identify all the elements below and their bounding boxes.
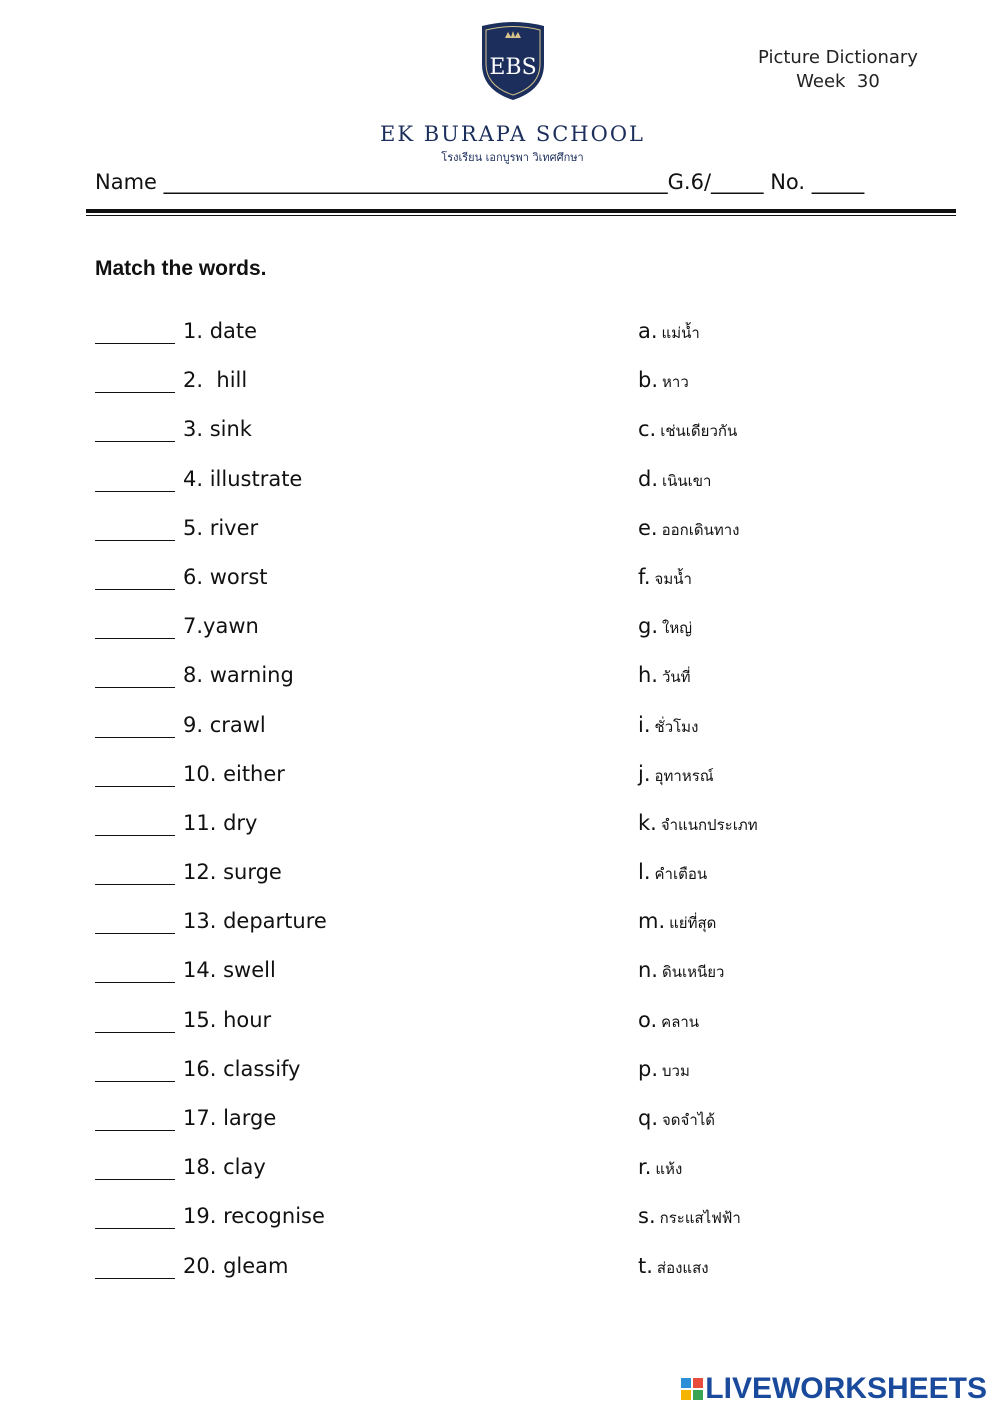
word-item: 18. clay — [183, 1155, 266, 1180]
answer-blank[interactable] — [95, 1210, 175, 1229]
word-item: 6. worst — [183, 564, 268, 589]
meaning-letter: a. — [638, 319, 658, 343]
meaning-thai: เนินเขา — [662, 471, 712, 490]
word-item: 13. departure — [183, 909, 327, 934]
word-item: 1. date — [183, 319, 258, 343]
match-row — [0, 710, 999, 759]
match-row — [0, 906, 999, 955]
meaning-letter: q. — [638, 1106, 659, 1130]
answer-blank[interactable] — [95, 571, 175, 590]
meaning-letter: k. — [638, 810, 657, 835]
word-item: 15. hour — [183, 1007, 272, 1032]
answer-blank[interactable] — [95, 817, 175, 836]
meaning-thai: แห้ง — [655, 1160, 683, 1179]
match-row — [0, 660, 999, 709]
answer-blank[interactable] — [95, 964, 175, 983]
meaning-thai: วันที่ — [662, 668, 691, 687]
answer-blank[interactable] — [95, 1161, 175, 1180]
match-row — [0, 611, 999, 660]
word-item: 8. warning — [183, 663, 294, 688]
word-item: 14. swell — [183, 958, 276, 983]
word-item: 20. gleam — [183, 1253, 289, 1278]
meaning-item — [638, 1201, 741, 1233]
word-item: 12. surge — [183, 860, 282, 885]
word-item: 3. sink — [183, 417, 252, 442]
meaning-item — [638, 906, 716, 938]
meaning-letter: o. — [638, 1007, 658, 1032]
meaning-item — [638, 1251, 709, 1283]
match-row — [0, 365, 999, 414]
match-row — [0, 1201, 999, 1250]
word-item: 5. river — [183, 515, 259, 540]
match-row — [0, 759, 999, 808]
meaning-item — [638, 365, 689, 397]
meaning-item — [638, 611, 692, 643]
meaning-letter: e. — [638, 515, 658, 540]
meaning-item — [638, 1054, 690, 1086]
meaning-thai: หาว — [662, 373, 689, 392]
meaning-item — [638, 1103, 715, 1135]
meaning-letter: b. — [638, 368, 659, 393]
meaning-letter: g. — [638, 614, 659, 639]
meaning-thai: ออกเดินทาง — [661, 520, 740, 539]
worksheet-title: Picture Dictionary — [758, 47, 918, 68]
match-row — [0, 562, 999, 611]
school-crest-icon — [478, 20, 548, 102]
meaning-thai: อุทาหรณ์ — [654, 766, 714, 785]
meaning-item — [638, 808, 758, 840]
meaning-thai: คลาน — [661, 1012, 700, 1031]
answer-blank[interactable] — [95, 522, 175, 541]
meaning-letter: s. — [638, 1204, 656, 1229]
answer-blank[interactable] — [95, 325, 175, 344]
meaning-thai: คำเตือน — [654, 865, 708, 884]
header-divider-thick — [86, 209, 956, 213]
match-row — [0, 316, 999, 365]
school-name-thai: โรงเรียน เอกบูรพา วิเทศศึกษา — [441, 151, 584, 164]
meaning-letter: f. — [638, 564, 651, 589]
logo-monogram: EBS — [489, 55, 537, 80]
match-row — [0, 857, 999, 906]
meaning-letter: p. — [638, 1056, 659, 1081]
meaning-letter: n. — [638, 958, 658, 983]
match-row — [0, 1054, 999, 1103]
meaning-letter: c. — [638, 417, 657, 442]
answer-blank[interactable] — [95, 620, 175, 639]
answer-blank[interactable] — [95, 423, 175, 442]
meaning-thai: จดจำได้ — [662, 1111, 716, 1129]
answer-blank[interactable] — [95, 374, 175, 393]
meaning-letter: t. — [638, 1253, 653, 1278]
meaning-letter: m. — [638, 909, 666, 934]
meaning-letter: r. — [638, 1155, 652, 1180]
word-item: 4. illustrate — [183, 466, 303, 491]
meaning-thai: จมน้ำ — [654, 569, 692, 588]
answer-blank[interactable] — [95, 1112, 175, 1131]
match-row — [0, 955, 999, 1004]
meaning-item — [638, 316, 700, 348]
meaning-thai: ดินเหนียว — [662, 963, 725, 982]
matching-list — [0, 316, 999, 1300]
match-row — [0, 1103, 999, 1152]
meaning-item — [638, 1005, 699, 1037]
meaning-thai: จำแนกประเภท — [660, 815, 758, 834]
meaning-thai: ใหญ่ — [662, 619, 693, 638]
match-row — [0, 1251, 999, 1300]
meaning-item — [638, 857, 707, 889]
word-item: 2. hill — [183, 368, 248, 393]
meaning-letter: d. — [638, 466, 659, 491]
meaning-item — [638, 562, 692, 594]
worksheet-week: Week 30 — [796, 71, 880, 92]
meaning-thai: ชั่วโมง — [654, 717, 699, 736]
meaning-item — [638, 513, 739, 545]
match-row — [0, 464, 999, 513]
school-name: EK BURAPA SCHOOL — [380, 122, 645, 146]
answer-blank[interactable] — [95, 1063, 175, 1082]
word-item: 17. large — [183, 1106, 277, 1130]
answer-blank[interactable] — [95, 669, 175, 688]
answer-blank[interactable] — [95, 1014, 175, 1033]
word-item: 11. dry — [183, 810, 258, 835]
meaning-item — [638, 955, 724, 987]
meaning-thai: บวม — [662, 1061, 690, 1080]
word-item: 19. recognise — [183, 1204, 325, 1229]
header-divider-thin — [86, 215, 956, 216]
meaning-item — [638, 414, 737, 446]
instruction-heading: Match the words. — [95, 257, 267, 280]
worksheet-title-block — [743, 46, 933, 94]
word-item: 10. either — [183, 761, 285, 786]
meaning-letter: l. — [638, 860, 651, 885]
meaning-item — [638, 464, 711, 496]
meaning-thai: แย่ที่สุด — [669, 914, 717, 933]
liveworksheets-brand: LIVEWORKSHEETS — [705, 1372, 987, 1405]
meaning-thai: ส่องแสง — [656, 1258, 709, 1277]
meaning-item — [638, 759, 714, 791]
meaning-thai: กระแสไฟฟ้า — [659, 1209, 741, 1228]
student-info-line: Name ________________________________________________G.6/_____ No. _____ — [95, 170, 865, 194]
answer-blank[interactable] — [95, 1260, 175, 1279]
meaning-letter: h. — [638, 663, 658, 688]
match-row — [0, 513, 999, 562]
match-row — [0, 1152, 999, 1201]
meaning-letter: i. — [638, 712, 651, 737]
word-item: 7.yawn — [183, 614, 259, 639]
word-item: 9. crawl — [183, 712, 266, 737]
match-row — [0, 414, 999, 463]
liveworksheets-mark-icon — [681, 1378, 703, 1400]
answer-blank[interactable] — [95, 719, 175, 738]
answer-blank[interactable] — [95, 768, 175, 787]
meaning-letter: j. — [638, 761, 651, 786]
meaning-thai: แม่น้ำ — [661, 324, 700, 342]
meaning-item — [638, 710, 698, 742]
liveworksheets-logo — [681, 1372, 987, 1406]
match-row — [0, 1005, 999, 1054]
meaning-item — [638, 660, 691, 692]
meaning-thai: เช่นเดียวกัน — [660, 422, 738, 441]
meaning-item — [638, 1152, 682, 1184]
word-item: 16. classify — [183, 1056, 301, 1081]
answer-blank[interactable] — [95, 915, 175, 934]
answer-blank[interactable] — [95, 866, 175, 885]
match-row — [0, 808, 999, 857]
answer-blank[interactable] — [95, 473, 175, 492]
